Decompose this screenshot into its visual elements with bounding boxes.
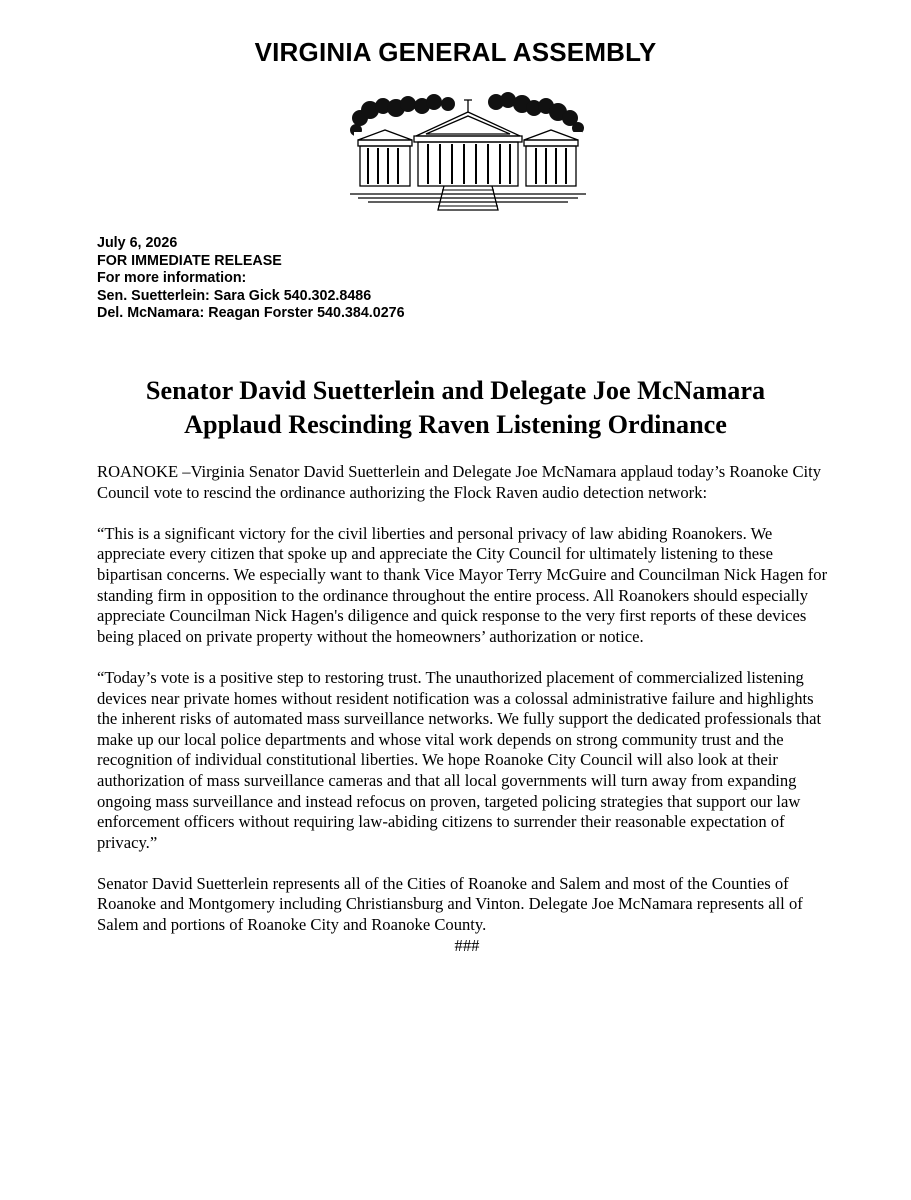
body-paragraph-quote-2: “Today’s vote is a positive step to restoring trust. The unauthorized placement of commercialized listening devices near private homes without resident notification was a colossal administrative failure and highlights the inherent risks of automated mass surveillance networks. We fully support the dedicated professionals that make up our local police departments and whose vital work depends on strong community trust and the recognition of individual constitutional liberties. We hope Roanoke City Council will also look at their authorization of mass surveillance cameras and that all local governments will turn away from expanding ongoing mass surveillance and instead refocus on proven, targeted policing strategies that support our law enforcement officers without requiring law-abiding citizens to surrender their reasonable expectation of privacy.” (97, 667, 822, 852)
headline (60, 374, 851, 442)
body-paragraph-quote-1: “This is a significant victory for the civil liberties and personal privacy of law abiding Roanokers. We appreciate every citizen that spoke up and appreciate the City Council for ultimately listening to these bipartisan concerns. We especially want to thank Vice Mayor Terry McGuire and Councilman Nick Hagen for standing firm in opposition to the ordinance throughout the entire process. All Roanokers should especially appreciate Councilman Nick Hagen's diligence and quick response to the very first reports of these devices being placed on private property without the homeowners’ authorization or notice. (97, 523, 828, 646)
headline-line-1: Senator David Suetterlein and Delegate Joe McNamara (145, 376, 766, 405)
info-label: For more information: (97, 270, 247, 287)
end-mark: ### (454, 935, 480, 955)
release-date: July 6, 2026 (97, 235, 178, 251)
release-info (97, 235, 405, 323)
body-paragraph-lede: ROANOKE –Virginia Senator David Suetterlein and Delegate Joe McNamara applaud today’s Roanoke City Council vote to rescind the ordinance authorizing the Flock Raven audio detection network: (97, 462, 822, 502)
release-body (97, 462, 837, 956)
masthead-title: VIRGINIA GENERAL ASSEMBLY (254, 37, 657, 67)
contact-senator: Sen. Suetterlein: Sara Gick 540.302.8486 (97, 287, 372, 304)
body-paragraph-bio: Senator David Suetterlein represents all of the Cities of Roanoke and Salem and most of the Counties of Roanoke and Montgomery including Christiansburg and Vinton. Delegate Joe McNamara represents all of Salem and portions of Roanoke City and Roanoke County. (97, 873, 803, 935)
headline-line-2: Applaud Rescinding Raven Listening Ordinance (184, 410, 727, 439)
capitol-building-icon (348, 92, 588, 214)
contact-delegate: Del. McNamara: Reagan Forster 540.384.0276 (97, 305, 405, 322)
release-type: FOR IMMEDIATE RELEASE (97, 252, 282, 269)
